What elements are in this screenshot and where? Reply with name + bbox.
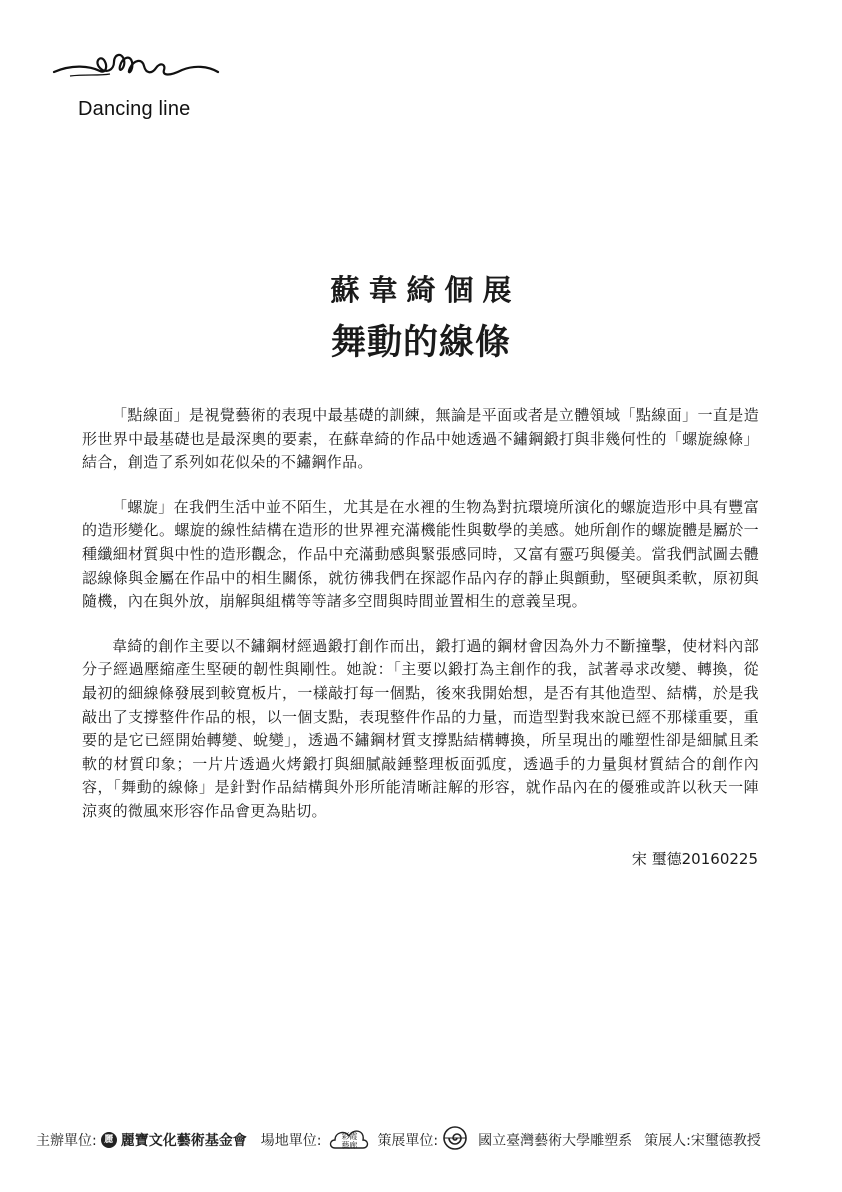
essay-paragraph-3: 韋綺的創作主要以不鏽鋼材經過鍛打創作而出，鍛打過的鋼材會因為外力不斷撞擊，使材料內部分子經過壓縮產生堅硬的韌性與剛性。她說：「主要以鍛打為主創作的我，試著尋求改變、轉換，從最初的細線條發展到較寬板片，一樣敲打每一個點，後來我開始想，是否有其他造型、結構，於是我敲出了支撐整件作品的根，以一個支點，表現整件作品的力量，而造型對我來說已經不那樣重要，重要的是它已經開始轉變、蛻變」，透過不鏽鋼材質支撐點結構轉換，所呈現出的雕塑性卻是細膩且柔軟的材質印象；一片片透過火烤鍛打與細膩敲錘整理板面弧度，透過手的力量與材質結合的創作內容，「舞動的線條」是針對作品結構與外形所能清晰註解的形容，就作品內在的優雅或許以秋天一陣涼爽的微風來形容作品會更為貼切。: [82, 636, 759, 820]
exhibition-artist-title: 蘇韋綺個展: [330, 273, 521, 307]
essay-paragraph-2: 「螺旋」在我們生活中並不陌生，尤其是在水裡的生物為對抗環境所演化的螺旋造形中具有豐富的造形變化。螺旋的線性結構在造形的世界裡充滿機能性與數學的美感。她所創作的螺旋體是屬於一種纖細材質與中性的造形觀念，作品中充滿動感與緊張感同時，又富有靈巧與優美。當我們試圖去體認線條與金屬在作品中的相生關係，就彷彿我們在探認作品內存的靜止與顫動，堅硬與柔軟，原初與隨機，內在與外放，崩解與組構等等諸多空間與時間並置相生的意義呈現。: [82, 497, 759, 611]
venue-label: 場地單位:: [260, 1133, 322, 1149]
curator-person: 策展人:宋璽德教授: [644, 1133, 761, 1149]
venue-logo-text: [325, 1132, 373, 1150]
lihpao-foundation-logo-icon: 麗: [101, 1132, 117, 1148]
dancing-line-ornament-icon: [52, 44, 222, 94]
organizer-name: 麗寶文化藝術基金會: [120, 1133, 247, 1149]
title-block: [0, 268, 842, 365]
exhibition-main-title: 舞動的線條: [330, 322, 511, 363]
organizer-label: 主辦單位:: [36, 1133, 97, 1149]
curator-name: 國立臺灣藝術大學雕塑系: [478, 1133, 633, 1149]
venue-logo-line-2: 藝廊: [341, 1141, 358, 1150]
venue-logo-line-1: 彩霞: [341, 1132, 358, 1141]
cloud-logo-icon: [325, 1122, 373, 1158]
essay-body: [82, 404, 759, 845]
logo-text: Dancing line: [78, 98, 191, 120]
essay-paragraph-1: 「點線面」是視覺藝術的表現中最基礎的訓練，無論是平面或者是立體領域「點線面」一直是造形世界中最基礎也是最深奧的要素，在蘇韋綺的作品中她透過不鏽鋼鍛打與非幾何性的「螺旋線條」結合，創造了系列如花似朵的不鏽鋼作品。: [82, 406, 759, 472]
spiral-logo-icon: [442, 1125, 474, 1155]
footer-credits: [36, 1120, 816, 1160]
curator-label: 策展單位:: [377, 1133, 439, 1149]
dancing-line-logo: [52, 44, 232, 124]
author-signature: 宋 璽德20160225: [631, 850, 758, 868]
